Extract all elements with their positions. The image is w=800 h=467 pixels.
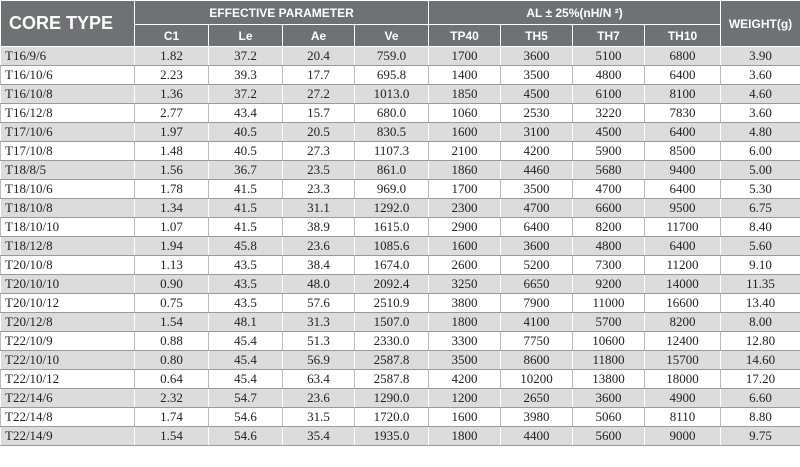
table-row (1, 142, 800, 161)
cell-tp40: 3250 (429, 275, 501, 294)
cell-th7: 5060 (573, 408, 645, 427)
cell-ae: 23.6 (283, 389, 355, 408)
cell-core-type: T22/10/9 (1, 332, 135, 351)
cell-core-type: T18/12/8 (1, 237, 135, 256)
cell-ae: 23.3 (283, 180, 355, 199)
cell-weight: 4.80 (721, 123, 800, 142)
cell-th7: 9200 (573, 275, 645, 294)
cell-ve: 861.0 (355, 161, 429, 180)
cell-th5: 3600 (501, 47, 573, 66)
header-th7: TH7 (573, 25, 645, 47)
cell-core-type: T20/10/8 (1, 256, 135, 275)
cell-weight: 5.00 (721, 161, 800, 180)
cell-ae: 15.7 (283, 104, 355, 123)
cell-c1: 0.64 (135, 370, 209, 389)
cell-c1: 1.56 (135, 161, 209, 180)
cell-ae: 51.3 (283, 332, 355, 351)
header-le: Le (209, 25, 283, 47)
cell-c1: 1.74 (135, 408, 209, 427)
cell-ve: 1290.0 (355, 389, 429, 408)
cell-th5: 3980 (501, 408, 573, 427)
cell-weight: 6.60 (721, 389, 800, 408)
cell-ae: 20.5 (283, 123, 355, 142)
cell-th10: 8100 (645, 85, 721, 104)
cell-ve: 1615.0 (355, 218, 429, 237)
cell-weight: 9.75 (721, 427, 800, 446)
cell-weight: 8.00 (721, 313, 800, 332)
table-row (1, 104, 800, 123)
cell-weight: 11.35 (721, 275, 800, 294)
table-row (1, 237, 800, 256)
cell-ae: 31.5 (283, 408, 355, 427)
cell-tp40: 4200 (429, 370, 501, 389)
cell-th7: 13800 (573, 370, 645, 389)
cell-core-type: T20/12/8 (1, 313, 135, 332)
cell-ve: 1085.6 (355, 237, 429, 256)
cell-th10: 6800 (645, 47, 721, 66)
cell-th7: 4500 (573, 123, 645, 142)
cell-le: 45.4 (209, 370, 283, 389)
header-weight: WEIGHT(g) (721, 1, 800, 47)
cell-core-type: T18/8/5 (1, 161, 135, 180)
cell-tp40: 2100 (429, 142, 501, 161)
cell-ae: 63.4 (283, 370, 355, 389)
cell-th7: 5700 (573, 313, 645, 332)
cell-th10: 6400 (645, 237, 721, 256)
cell-c1: 1.36 (135, 85, 209, 104)
cell-ve: 680.0 (355, 104, 429, 123)
table-row (1, 218, 800, 237)
table-row (1, 161, 800, 180)
cell-weight: 4.60 (721, 85, 800, 104)
cell-ae: 38.4 (283, 256, 355, 275)
cell-ae: 35.4 (283, 427, 355, 446)
cell-c1: 0.75 (135, 294, 209, 313)
cell-ve: 695.8 (355, 66, 429, 85)
cell-ve: 1720.0 (355, 408, 429, 427)
table-row (1, 389, 800, 408)
cell-th7: 11000 (573, 294, 645, 313)
cell-weight: 6.75 (721, 199, 800, 218)
cell-th5: 4100 (501, 313, 573, 332)
cell-c1: 1.97 (135, 123, 209, 142)
cell-th7: 3600 (573, 389, 645, 408)
cell-th7: 4700 (573, 180, 645, 199)
cell-ae: 31.1 (283, 199, 355, 218)
cell-th5: 8600 (501, 351, 573, 370)
table-row (1, 351, 800, 370)
cell-tp40: 2600 (429, 256, 501, 275)
cell-th7: 7300 (573, 256, 645, 275)
cell-ae: 23.6 (283, 237, 355, 256)
cell-th5: 4400 (501, 427, 573, 446)
header-c1: C1 (135, 25, 209, 47)
cell-c1: 1.78 (135, 180, 209, 199)
cell-tp40: 1860 (429, 161, 501, 180)
cell-th10: 8500 (645, 142, 721, 161)
cell-le: 43.5 (209, 256, 283, 275)
cell-ae: 57.6 (283, 294, 355, 313)
cell-c1: 1.94 (135, 237, 209, 256)
cell-th10: 9400 (645, 161, 721, 180)
cell-tp40: 1600 (429, 237, 501, 256)
cell-tp40: 1700 (429, 180, 501, 199)
cell-c1: 1.54 (135, 313, 209, 332)
cell-th7: 3220 (573, 104, 645, 123)
cell-ve: 1292.0 (355, 199, 429, 218)
cell-tp40: 1600 (429, 123, 501, 142)
cell-th5: 7750 (501, 332, 573, 351)
cell-th5: 4500 (501, 85, 573, 104)
cell-ve: 1674.0 (355, 256, 429, 275)
cell-core-type: T22/14/6 (1, 389, 135, 408)
cell-le: 41.5 (209, 218, 283, 237)
header-th5: TH5 (501, 25, 573, 47)
cell-th5: 6650 (501, 275, 573, 294)
cell-th5: 4200 (501, 142, 573, 161)
cell-ve: 969.0 (355, 180, 429, 199)
cell-le: 43.4 (209, 104, 283, 123)
cell-ve: 2587.8 (355, 351, 429, 370)
cell-c1: 2.23 (135, 66, 209, 85)
cell-le: 43.5 (209, 294, 283, 313)
cell-core-type: T16/9/6 (1, 47, 135, 66)
cell-th5: 6400 (501, 218, 573, 237)
cell-th10: 6400 (645, 66, 721, 85)
cell-tp40: 3300 (429, 332, 501, 351)
header-al-group: AL ± 25%(nH/N ²) (429, 1, 721, 25)
cell-th5: 2650 (501, 389, 573, 408)
cell-c1: 1.82 (135, 47, 209, 66)
table-header (1, 1, 800, 47)
cell-tp40: 2900 (429, 218, 501, 237)
cell-core-type: T22/14/8 (1, 408, 135, 427)
cell-le: 36.7 (209, 161, 283, 180)
cell-ve: 1013.0 (355, 85, 429, 104)
cell-tp40: 3800 (429, 294, 501, 313)
table-body (1, 47, 800, 446)
cell-th7: 6100 (573, 85, 645, 104)
cell-core-type: T16/10/6 (1, 66, 135, 85)
cell-th7: 10600 (573, 332, 645, 351)
cell-th10: 18000 (645, 370, 721, 389)
cell-weight: 6.00 (721, 142, 800, 161)
cell-th5: 7900 (501, 294, 573, 313)
cell-tp40: 1600 (429, 408, 501, 427)
cell-ae: 23.5 (283, 161, 355, 180)
cell-th5: 3600 (501, 237, 573, 256)
cell-core-type: T22/10/10 (1, 351, 135, 370)
cell-c1: 1.34 (135, 199, 209, 218)
cell-core-type: T20/10/12 (1, 294, 135, 313)
cell-th7: 5680 (573, 161, 645, 180)
cell-weight: 3.90 (721, 47, 800, 66)
cell-le: 45.4 (209, 351, 283, 370)
cell-th7: 5900 (573, 142, 645, 161)
cell-weight: 3.60 (721, 104, 800, 123)
cell-le: 41.5 (209, 180, 283, 199)
cell-tp40: 1850 (429, 85, 501, 104)
cell-th7: 8200 (573, 218, 645, 237)
cell-weight: 3.60 (721, 66, 800, 85)
cell-th5: 5200 (501, 256, 573, 275)
table-row (1, 66, 800, 85)
cell-core-type: T16/12/8 (1, 104, 135, 123)
cell-ve: 2092.4 (355, 275, 429, 294)
table-row (1, 47, 800, 66)
cell-core-type: T17/10/8 (1, 142, 135, 161)
cell-th10: 15700 (645, 351, 721, 370)
table-row (1, 256, 800, 275)
cell-th7: 4800 (573, 237, 645, 256)
cell-ve: 2510.9 (355, 294, 429, 313)
cell-ae: 17.7 (283, 66, 355, 85)
cell-weight: 13.40 (721, 294, 800, 313)
cell-th10: 6400 (645, 180, 721, 199)
cell-th7: 11800 (573, 351, 645, 370)
header-effective-parameter: EFFECTIVE PARAMETER (135, 1, 429, 25)
cell-th7: 5600 (573, 427, 645, 446)
cell-le: 40.5 (209, 123, 283, 142)
cell-th7: 6600 (573, 199, 645, 218)
header-th10: TH10 (645, 25, 721, 47)
table-row (1, 370, 800, 389)
cell-th10: 8110 (645, 408, 721, 427)
cell-th10: 11700 (645, 218, 721, 237)
cell-core-type: T22/14/9 (1, 427, 135, 446)
cell-th10: 12400 (645, 332, 721, 351)
cell-th10: 4900 (645, 389, 721, 408)
cell-le: 45.4 (209, 332, 283, 351)
cell-c1: 1.54 (135, 427, 209, 446)
table-row (1, 85, 800, 104)
cell-ae: 56.9 (283, 351, 355, 370)
table-row (1, 294, 800, 313)
cell-core-type: T17/10/6 (1, 123, 135, 142)
cell-ve: 759.0 (355, 47, 429, 66)
table-row (1, 199, 800, 218)
table-row (1, 332, 800, 351)
cell-le: 54.6 (209, 427, 283, 446)
cell-c1: 0.80 (135, 351, 209, 370)
cell-c1: 2.32 (135, 389, 209, 408)
cell-th5: 10200 (501, 370, 573, 389)
cell-th10: 14000 (645, 275, 721, 294)
cell-c1: 1.07 (135, 218, 209, 237)
cell-th10: 16600 (645, 294, 721, 313)
cell-ve: 1935.0 (355, 427, 429, 446)
cell-c1: 0.90 (135, 275, 209, 294)
cell-ve: 830.5 (355, 123, 429, 142)
cell-le: 37.2 (209, 85, 283, 104)
cell-tp40: 1800 (429, 427, 501, 446)
cell-ae: 27.2 (283, 85, 355, 104)
cell-th5: 3500 (501, 66, 573, 85)
cell-core-type: T18/10/6 (1, 180, 135, 199)
cell-weight: 9.10 (721, 256, 800, 275)
cell-c1: 0.88 (135, 332, 209, 351)
cell-tp40: 1400 (429, 66, 501, 85)
cell-tp40: 1060 (429, 104, 501, 123)
cell-th10: 9500 (645, 199, 721, 218)
cell-c1: 1.13 (135, 256, 209, 275)
cell-le: 43.5 (209, 275, 283, 294)
cell-core-type: T18/10/10 (1, 218, 135, 237)
cell-th5: 2530 (501, 104, 573, 123)
cell-th7: 5100 (573, 47, 645, 66)
cell-th10: 11200 (645, 256, 721, 275)
cell-th10: 9000 (645, 427, 721, 446)
cell-th5: 3100 (501, 123, 573, 142)
cell-ve: 2330.0 (355, 332, 429, 351)
cell-th5: 4460 (501, 161, 573, 180)
cell-le: 45.8 (209, 237, 283, 256)
table-row (1, 275, 800, 294)
cell-weight: 14.60 (721, 351, 800, 370)
cell-core-type: T16/10/8 (1, 85, 135, 104)
cell-th10: 8200 (645, 313, 721, 332)
cell-le: 40.5 (209, 142, 283, 161)
cell-tp40: 1200 (429, 389, 501, 408)
cell-ve: 1107.3 (355, 142, 429, 161)
header-ae: Ae (283, 25, 355, 47)
cell-tp40: 2300 (429, 199, 501, 218)
cell-ae: 48.0 (283, 275, 355, 294)
cell-th5: 4700 (501, 199, 573, 218)
cell-weight: 5.30 (721, 180, 800, 199)
cell-th7: 4800 (573, 66, 645, 85)
cell-tp40: 1800 (429, 313, 501, 332)
cell-th5: 3500 (501, 180, 573, 199)
cell-le: 48.1 (209, 313, 283, 332)
cell-weight: 12.80 (721, 332, 800, 351)
cell-le: 39.3 (209, 66, 283, 85)
header-tp40: TP40 (429, 25, 501, 47)
table-row (1, 123, 800, 142)
cell-le: 54.7 (209, 389, 283, 408)
cell-weight: 8.40 (721, 218, 800, 237)
cell-le: 37.2 (209, 47, 283, 66)
cell-ae: 20.4 (283, 47, 355, 66)
header-core-type: CORE TYPE (1, 1, 135, 47)
cell-le: 54.6 (209, 408, 283, 427)
table-row (1, 427, 800, 446)
header-ve: Ve (355, 25, 429, 47)
cell-ve: 1507.0 (355, 313, 429, 332)
cell-ve: 2587.8 (355, 370, 429, 389)
table-row (1, 180, 800, 199)
cell-weight: 8.80 (721, 408, 800, 427)
cell-core-type: T22/10/12 (1, 370, 135, 389)
cell-tp40: 3500 (429, 351, 501, 370)
cell-c1: 1.48 (135, 142, 209, 161)
cell-c1: 2.77 (135, 104, 209, 123)
cell-tp40: 1700 (429, 47, 501, 66)
cell-weight: 17.20 (721, 370, 800, 389)
cell-th10: 6400 (645, 123, 721, 142)
cell-le: 41.5 (209, 199, 283, 218)
cell-ae: 38.9 (283, 218, 355, 237)
cell-ae: 31.3 (283, 313, 355, 332)
cell-core-type: T18/10/8 (1, 199, 135, 218)
cell-th10: 7830 (645, 104, 721, 123)
table-row (1, 313, 800, 332)
cell-ae: 27.3 (283, 142, 355, 161)
cell-weight: 5.60 (721, 237, 800, 256)
cell-core-type: T20/10/10 (1, 275, 135, 294)
table-row (1, 408, 800, 427)
